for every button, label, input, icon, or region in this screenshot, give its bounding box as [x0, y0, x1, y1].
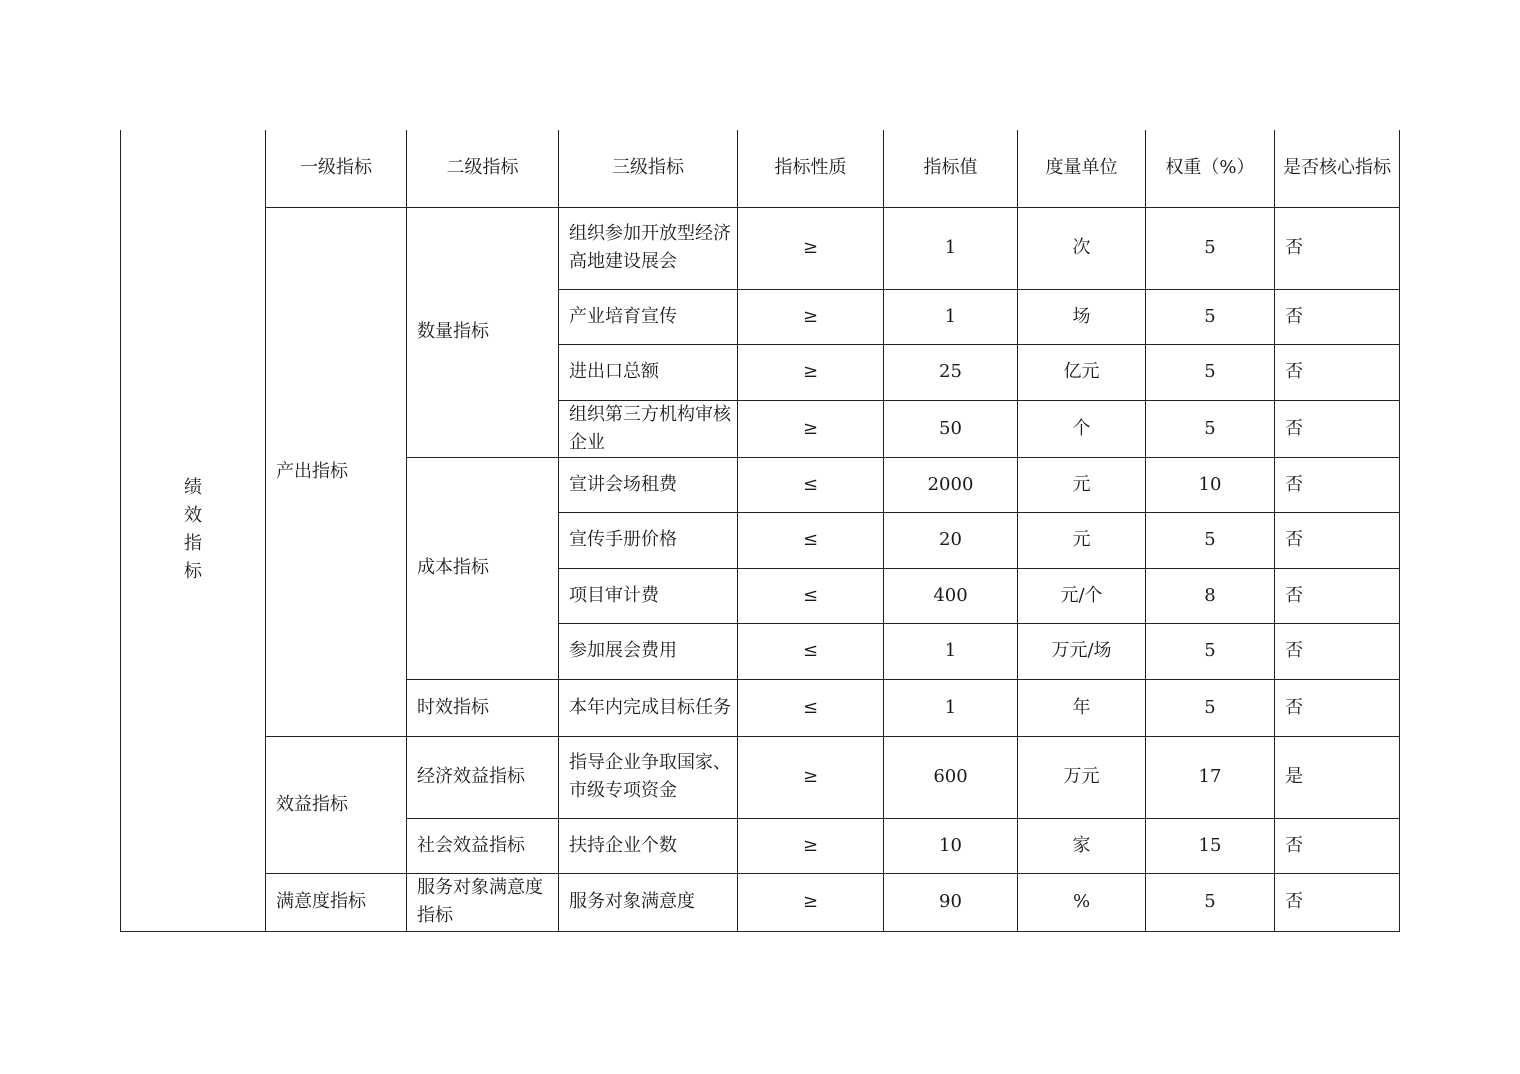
- row-core: 否: [1275, 873, 1400, 931]
- row-unit: 元: [1018, 457, 1146, 512]
- row-core: 否: [1275, 457, 1400, 512]
- row-nature: ≥: [738, 207, 884, 289]
- row-nature: ≥: [738, 344, 884, 400]
- row-nature: ≥: [738, 400, 884, 457]
- row-name: 本年内完成目标任务: [559, 679, 738, 736]
- group-output: 产出指标: [266, 207, 407, 736]
- subgroup-social: 社会效益指标: [407, 818, 559, 873]
- row-name: 进出口总额: [559, 344, 738, 400]
- row-core: 否: [1275, 344, 1400, 400]
- header-level2: 二级指标: [407, 130, 559, 207]
- header-core: 是否核心指标: [1275, 130, 1400, 207]
- subgroup-timeliness: 时效指标: [407, 679, 559, 736]
- row-value: 50: [884, 400, 1018, 457]
- performance-indicator-table: [120, 130, 1400, 932]
- row-core: 否: [1275, 568, 1400, 623]
- row-weight: 8: [1146, 568, 1275, 623]
- row-weight: 5: [1146, 873, 1275, 931]
- header-level3: 三级指标: [559, 130, 738, 207]
- row-name: 指导企业争取国家、市级专项资金: [559, 736, 738, 818]
- row-weight: 10: [1146, 457, 1275, 512]
- row-weight: 5: [1146, 207, 1275, 289]
- row-weight: 5: [1146, 289, 1275, 344]
- header-level1: 一级指标: [266, 130, 407, 207]
- row-nature: ≤: [738, 679, 884, 736]
- header-nature: 指标性质: [738, 130, 884, 207]
- row-core: 否: [1275, 512, 1400, 568]
- subgroup-economic: 经济效益指标: [407, 736, 559, 818]
- row-core: 是: [1275, 736, 1400, 818]
- row-nature: ≥: [738, 818, 884, 873]
- row-name: 扶持企业个数: [559, 818, 738, 873]
- side-label: 绩效指标: [184, 477, 202, 583]
- row-nature: ≤: [738, 457, 884, 512]
- subgroup-satisfaction: 服务对象满意度指标: [407, 873, 559, 931]
- row-unit: 年: [1018, 679, 1146, 736]
- header-row: [121, 130, 1400, 207]
- row-name: 项目审计费: [559, 568, 738, 623]
- row-core: 否: [1275, 400, 1400, 457]
- row-value: 400: [884, 568, 1018, 623]
- header-unit: 度量单位: [1018, 130, 1146, 207]
- row-value: 90: [884, 873, 1018, 931]
- row-name: 宣讲会场租费: [559, 457, 738, 512]
- row-nature: ≤: [738, 623, 884, 679]
- row-nature: ≤: [738, 568, 884, 623]
- row-unit: 万元: [1018, 736, 1146, 818]
- row-weight: 5: [1146, 679, 1275, 736]
- row-unit: 万元/场: [1018, 623, 1146, 679]
- row-name: 宣传手册价格: [559, 512, 738, 568]
- table-row: [121, 873, 1400, 931]
- row-name: 组织第三方机构审核企业: [559, 400, 738, 457]
- row-core: 否: [1275, 207, 1400, 289]
- row-unit: 亿元: [1018, 344, 1146, 400]
- row-weight: 5: [1146, 344, 1275, 400]
- row-unit: 家: [1018, 818, 1146, 873]
- row-unit: 个: [1018, 400, 1146, 457]
- row-core: 否: [1275, 679, 1400, 736]
- row-value: 1: [884, 679, 1018, 736]
- row-core: 否: [1275, 289, 1400, 344]
- row-nature: ≥: [738, 289, 884, 344]
- row-name: 产业培育宣传: [559, 289, 738, 344]
- group-benefit: 效益指标: [266, 736, 407, 873]
- row-value: 1: [884, 289, 1018, 344]
- row-weight: 15: [1146, 818, 1275, 873]
- row-name: 服务对象满意度: [559, 873, 738, 931]
- table-row: [121, 207, 1400, 289]
- row-value: 600: [884, 736, 1018, 818]
- row-unit: 场: [1018, 289, 1146, 344]
- row-value: 10: [884, 818, 1018, 873]
- row-name: 参加展会费用: [559, 623, 738, 679]
- row-weight: 5: [1146, 400, 1275, 457]
- row-unit: 元/个: [1018, 568, 1146, 623]
- row-weight: 17: [1146, 736, 1275, 818]
- row-weight: 5: [1146, 512, 1275, 568]
- subgroup-cost: 成本指标: [407, 457, 559, 679]
- row-nature: ≥: [738, 873, 884, 931]
- table-row: [121, 736, 1400, 818]
- group-satisfaction: 满意度指标: [266, 873, 407, 931]
- subgroup-quantity: 数量指标: [407, 207, 559, 457]
- row-value: 20: [884, 512, 1018, 568]
- side-label-cell: [121, 130, 266, 931]
- header-value: 指标值: [884, 130, 1018, 207]
- row-value: 1: [884, 207, 1018, 289]
- row-core: 否: [1275, 818, 1400, 873]
- row-value: 2000: [884, 457, 1018, 512]
- row-unit: 元: [1018, 512, 1146, 568]
- row-weight: 5: [1146, 623, 1275, 679]
- row-value: 1: [884, 623, 1018, 679]
- header-weight: 权重（%）: [1146, 130, 1275, 207]
- row-name: 组织参加开放型经济高地建设展会: [559, 207, 738, 289]
- row-unit: %: [1018, 873, 1146, 931]
- row-value: 25: [884, 344, 1018, 400]
- row-nature: ≤: [738, 512, 884, 568]
- row-unit: 次: [1018, 207, 1146, 289]
- row-nature: ≥: [738, 736, 884, 818]
- row-core: 否: [1275, 623, 1400, 679]
